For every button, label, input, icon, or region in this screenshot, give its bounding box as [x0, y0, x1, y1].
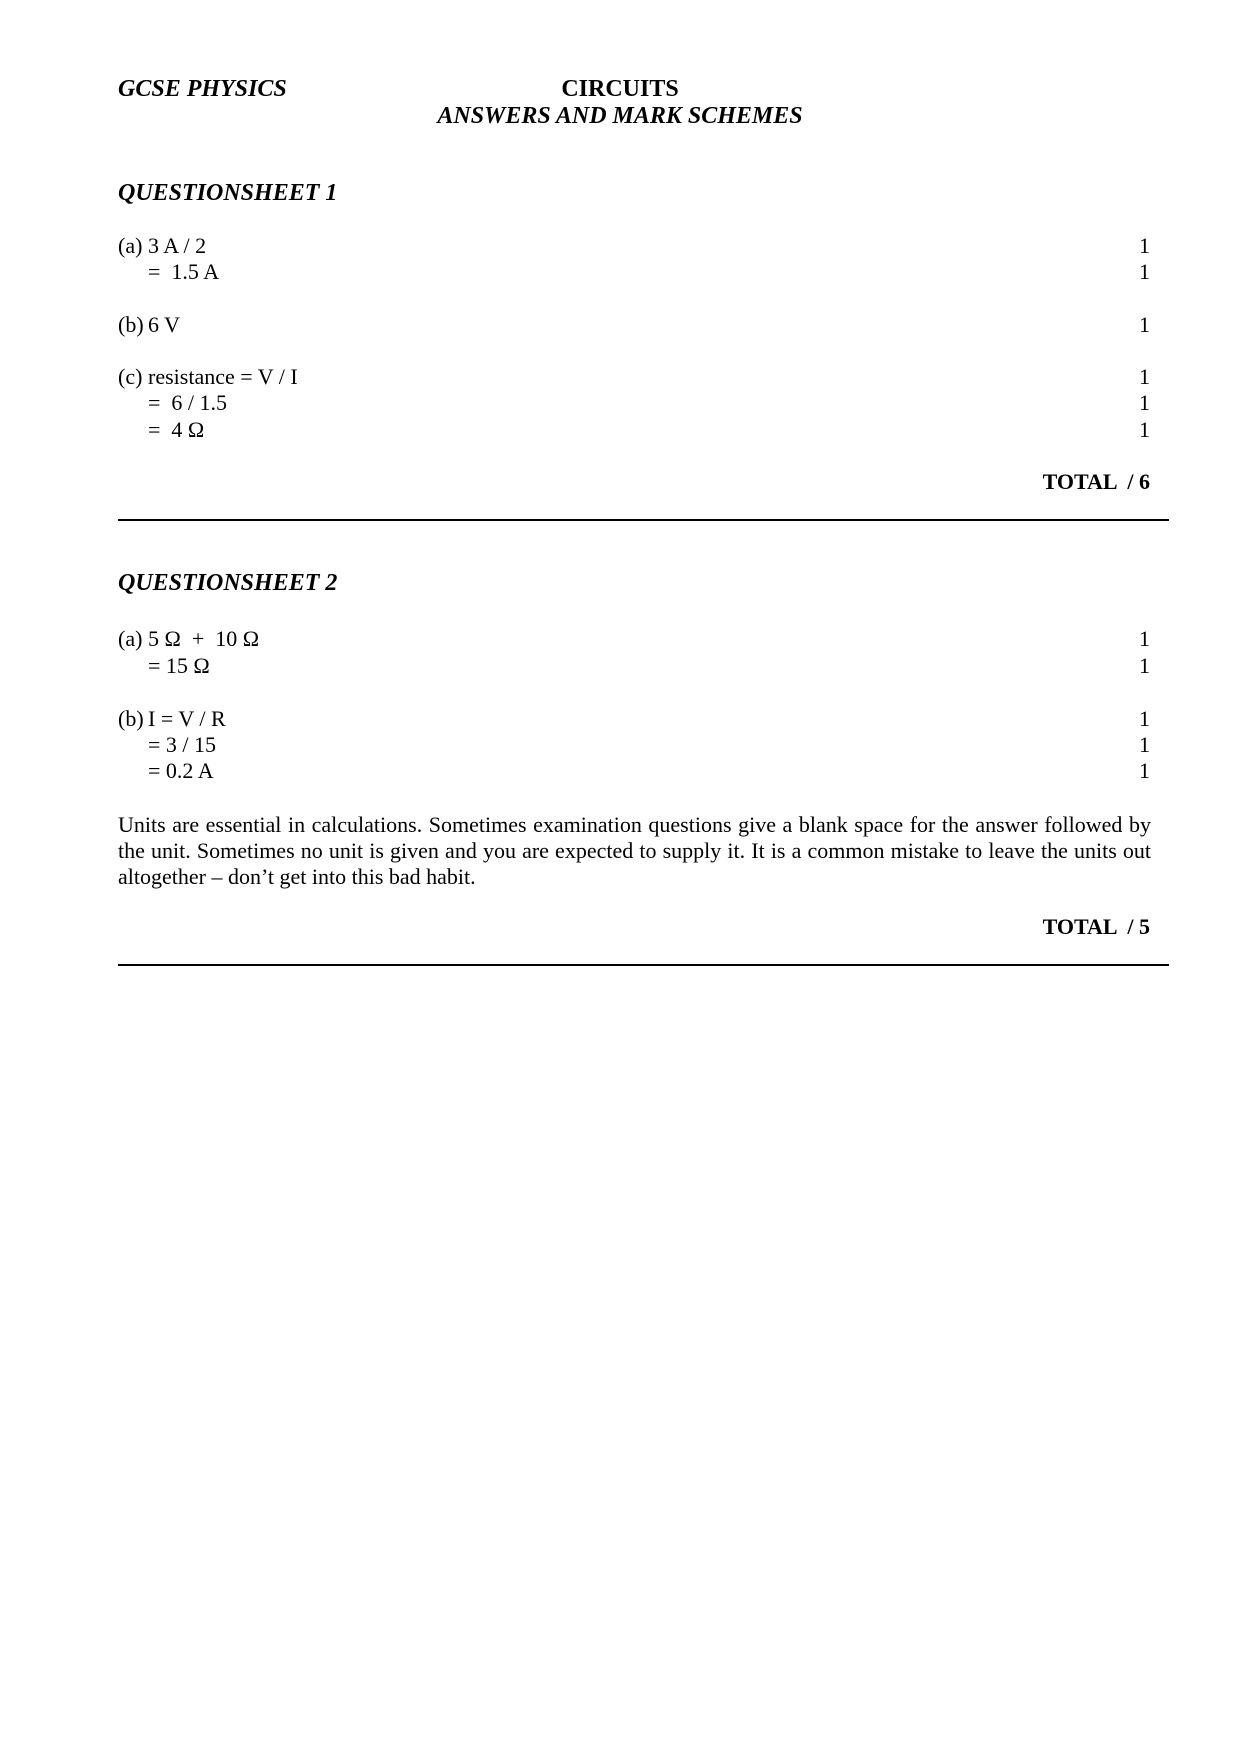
questionsheet-2-heading: QUESTIONSHEET 2: [118, 570, 338, 596]
answer-mark: 1: [1139, 758, 1150, 783]
section-divider: [118, 964, 1169, 966]
answer-mark: 1: [1139, 364, 1150, 389]
answer-label: (b): [118, 312, 144, 337]
subject-header: GCSE PHYSICS: [118, 76, 287, 102]
answer-label: (c): [118, 364, 143, 389]
answer-mark: 1: [1139, 417, 1150, 442]
answer-line: 6 V: [148, 312, 180, 337]
answer-line: = 1.5 A: [148, 259, 220, 284]
answer-line: 3 A / 2: [148, 233, 207, 258]
answer-line: = 6 / 1.5: [148, 390, 228, 415]
answer-line: = 3 / 15: [148, 732, 217, 757]
document-subtitle: ANSWERS AND MARK SCHEMES: [437, 103, 803, 129]
questionsheet-1-total: TOTAL / 6: [1042, 469, 1150, 494]
answer-mark: 1: [1139, 653, 1150, 678]
answer-line: = 4 Ω: [148, 417, 205, 442]
answer-mark: 1: [1139, 259, 1150, 284]
section-divider: [118, 519, 1169, 521]
units-note: Units are essential in calculations. Sometimes examination questions give a blank space for the answer followed by the unit. Sometimes no unit is given and you are expected to supply it. It is a common mistake to leave the units out altogether – don’t get into this bad habit.: [118, 812, 1151, 889]
answer-mark: 1: [1139, 732, 1150, 757]
answer-mark: 1: [1139, 233, 1150, 258]
questionsheet-1-heading: QUESTIONSHEET 1: [118, 180, 338, 206]
answer-mark: 1: [1139, 312, 1150, 337]
answer-label: (b): [118, 706, 144, 731]
answer-label: (a): [118, 233, 143, 258]
answer-mark: 1: [1139, 626, 1150, 651]
questionsheet-2-total: TOTAL / 5: [1042, 914, 1150, 939]
answer-mark: 1: [1139, 390, 1150, 415]
answer-line: I = V / R: [148, 706, 226, 731]
document-title: CIRCUITS: [561, 76, 679, 102]
answer-line: 5 Ω + 10 Ω: [148, 626, 260, 651]
answer-line: = 15 Ω: [148, 653, 210, 678]
answer-mark: 1: [1139, 706, 1150, 731]
answer-line: = 0.2 A: [148, 758, 214, 783]
answer-line: resistance = V / I: [148, 364, 298, 389]
answer-label: (a): [118, 626, 143, 651]
